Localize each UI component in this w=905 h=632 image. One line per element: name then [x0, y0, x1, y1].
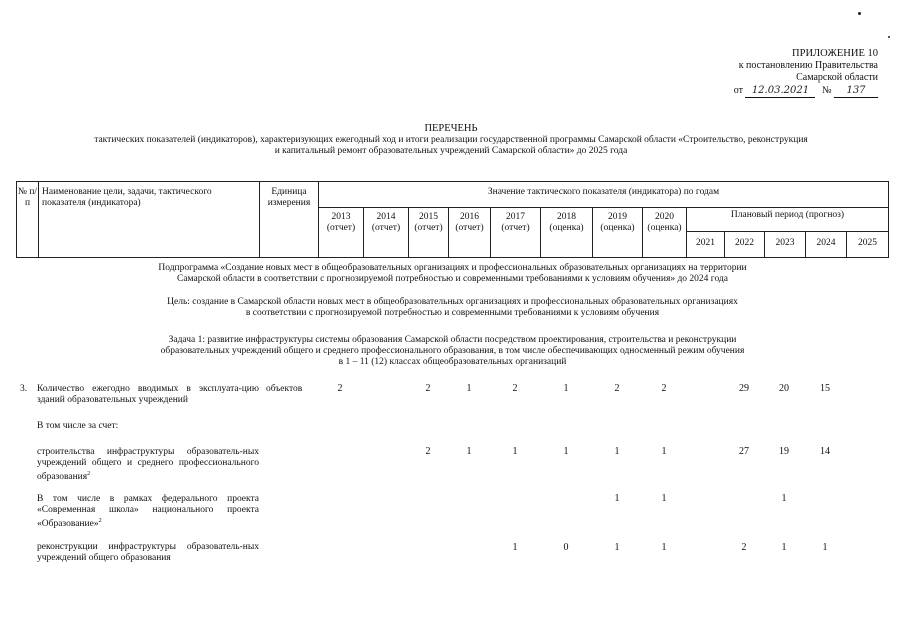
table-row — [37, 421, 259, 432]
value-cell: 1 — [466, 446, 472, 457]
value-cell: 0 — [563, 542, 569, 553]
header-year-2025: 2025 — [858, 238, 877, 248]
value-cell: 1 — [466, 383, 472, 394]
table-row — [37, 494, 259, 530]
value-cell: 1 — [781, 542, 787, 553]
date-prefix: от — [733, 85, 743, 96]
header-year-2021: 2021 — [696, 238, 715, 248]
value-cell: 1 — [563, 446, 569, 457]
value-cell: 1 — [512, 542, 518, 553]
header-year-2020: 2020 (оценка) — [647, 212, 682, 233]
value-cell: 2 — [512, 383, 518, 394]
value-cell: 19 — [779, 446, 789, 457]
header-year-2015: 2015 (отчет) — [414, 212, 443, 233]
goal-heading: Цель: создание в Самарской области новых мест в общеобразовательных организациях и профессиональных образовательных организациях в соответствии с прогнозируемой потребностью и современными требованиями к условиям обучения — [167, 297, 738, 318]
value-cell: 1 — [822, 542, 828, 553]
document-title-block — [20, 123, 882, 157]
value-cell: 2 — [614, 383, 620, 394]
value-cell: 1 — [661, 446, 667, 457]
value-cell: 29 — [739, 383, 749, 394]
scan-mark — [858, 12, 861, 15]
subprogram-heading: Подпрограмма «Создание новых мест в общеобразовательных организациях и профессиональных образовательных организациях на территории Самарской области в соответствии с прогнозируемой потребностью и современными требованиями к условиям обучения» до 2024 года — [158, 263, 747, 284]
task-heading: Задача 1: развитие инфраструктуры системы образования Самарской области посредством проектирования, строительства и реконструкции образовательных учреждений общего и среднего профессионального образования, в том числе обеспечивающих односменный режим обучения в 1 – 11 (12) классах общеобразовательных организаций — [160, 335, 745, 367]
table-row — [37, 542, 259, 564]
row-name: Количество ежегодно вводимых в эксплуата-цию зданий образовательных учреждений — [37, 384, 259, 405]
header-year-2013: 2013 (отчет) — [326, 212, 356, 233]
header-values-title: Значение тактического показателя (индикатора) по годам — [487, 187, 720, 197]
appendix-line1: к постановлению Правительства — [738, 60, 878, 71]
row-name: В том числе за счет: — [37, 421, 119, 431]
header-year-2019: 2019 (оценка) — [600, 212, 635, 233]
value-cell: 1 — [512, 446, 518, 457]
appendix-line2: Самарской области — [796, 72, 878, 83]
number-prefix: № — [821, 85, 832, 96]
appendix-title: ПРИЛОЖЕНИЕ 10 — [792, 48, 878, 59]
table-row — [37, 447, 259, 483]
value-cell: 1 — [781, 493, 787, 504]
value-cell: 1 — [614, 493, 620, 504]
appendix-date-line — [640, 84, 878, 98]
header-year-2017: 2017 (отчет) — [501, 212, 530, 233]
value-cell: 15 — [820, 383, 830, 394]
value-cell: 27 — [739, 446, 749, 457]
value-cell: 1 — [563, 383, 569, 394]
number-value: 137 — [834, 84, 878, 98]
scan-mark — [888, 36, 890, 38]
value-cell: 2 — [661, 383, 667, 394]
value-cell: 2 — [741, 542, 747, 553]
document-title: ПЕРЕЧЕНЬ — [424, 123, 478, 134]
value-cell: 2 — [425, 446, 431, 457]
row-number: 3. — [20, 384, 28, 394]
header-no: № п/п — [17, 187, 38, 208]
document-subtitle-line2: и капитальный ремонт образовательных учреждений Самарской области» до 2025 года — [274, 146, 628, 156]
footnote-mark: 2 — [87, 471, 91, 477]
value-cell: 2 — [425, 383, 431, 394]
footnote-mark: 2 — [98, 518, 102, 524]
header-year-2018: 2018 (оценка) — [549, 212, 584, 233]
value-cell: 1 — [661, 493, 667, 504]
header-planned-title: Плановый период (прогноз) — [730, 210, 845, 220]
header-year-2023: 2023 — [775, 238, 795, 248]
value-cell: 1 — [661, 542, 667, 553]
header-year-2024: 2024 — [816, 238, 836, 248]
value-cell: 14 — [820, 446, 830, 457]
header-year-2016: 2016 (отчет) — [455, 212, 484, 233]
document-subtitle-line1: тактических показателей (индикаторов), характеризующих ежегодный ход и итоги реализации государственной программы Самарской области «Строительство, реконструкция — [94, 135, 808, 145]
header-year-2022: 2022 — [735, 238, 754, 248]
row-name: В том числе в рамках федерального проекта «Современная школа» национального проекта «Образование» — [37, 494, 259, 530]
row-unit: объектов — [266, 384, 303, 394]
value-cell: 1 — [614, 446, 620, 457]
row-name: строительства инфраструктуры образователь-ных учреждений общего и среднего профессионального образования — [37, 447, 259, 483]
value-cell: 2 — [337, 383, 343, 394]
header-year-2014: 2014 (отчет) — [371, 212, 401, 233]
row-name: реконструкции инфраструктуры образователь-ных учреждений общего образования — [37, 542, 259, 563]
value-cell: 20 — [779, 383, 789, 394]
date-value: 12.03.2021 — [745, 84, 815, 98]
header-unit: Единица измерения — [267, 187, 311, 208]
table-row — [37, 384, 259, 406]
value-cell: 1 — [614, 542, 620, 553]
header-name: Наименование цели, задачи, тактического показателя (индикатора) — [42, 187, 212, 208]
appendix-block — [640, 48, 878, 98]
